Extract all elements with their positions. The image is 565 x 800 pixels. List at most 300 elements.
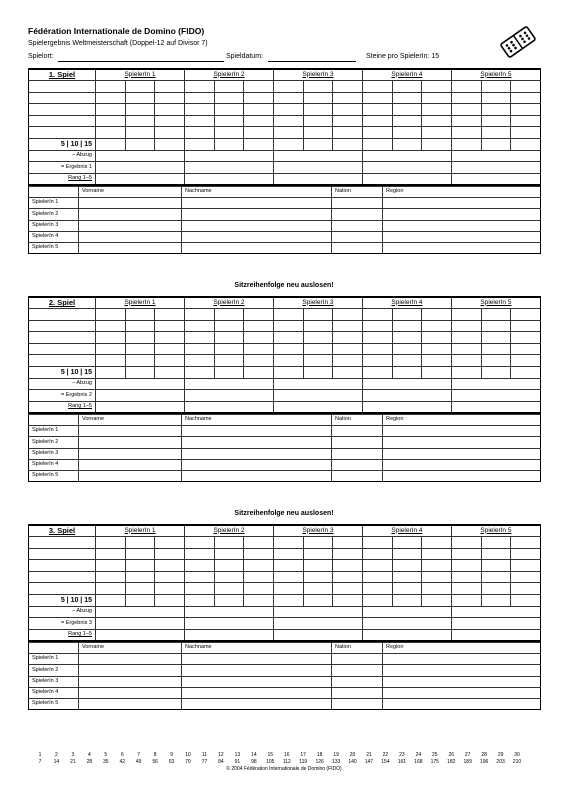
deduction-row-cell[interactable]: [273, 606, 362, 618]
score-cell[interactable]: [362, 320, 392, 332]
score-cell[interactable]: [96, 343, 126, 355]
score-cell[interactable]: [273, 332, 303, 344]
deduction-row-cell[interactable]: [362, 606, 451, 618]
score-cell[interactable]: [214, 560, 244, 572]
score-cell[interactable]: [244, 127, 274, 139]
score-cell[interactable]: [184, 343, 214, 355]
region-field[interactable]: [383, 198, 541, 209]
region-field[interactable]: [383, 687, 541, 698]
score-cell[interactable]: [333, 537, 363, 549]
score-cell[interactable]: [125, 104, 155, 116]
rank-row-cell[interactable]: [184, 629, 273, 641]
region-field[interactable]: [383, 209, 541, 220]
score-cell[interactable]: [244, 537, 274, 549]
score-cell[interactable]: [155, 537, 185, 549]
score-cell[interactable]: [244, 332, 274, 344]
score-cell[interactable]: [273, 367, 303, 379]
score-cell[interactable]: [511, 343, 541, 355]
region-field[interactable]: [383, 437, 541, 448]
score-cell[interactable]: [303, 367, 333, 379]
score-cell[interactable]: [422, 560, 452, 572]
score-cell[interactable]: [96, 127, 126, 139]
region-field[interactable]: [383, 654, 541, 665]
first-name-field[interactable]: [79, 426, 182, 437]
score-cell[interactable]: [392, 92, 422, 104]
score-cell[interactable]: [333, 127, 363, 139]
score-cell[interactable]: [184, 367, 214, 379]
score-cell[interactable]: [303, 595, 333, 607]
score-cell[interactable]: [184, 548, 214, 560]
score-cell[interactable]: [422, 548, 452, 560]
result-row-cell[interactable]: [273, 162, 362, 174]
score-cell[interactable]: [184, 81, 214, 93]
score-cell[interactable]: [422, 115, 452, 127]
score-cell[interactable]: [244, 104, 274, 116]
score-cell[interactable]: [303, 537, 333, 549]
score-cell[interactable]: [303, 92, 333, 104]
score-cell[interactable]: [511, 583, 541, 595]
region-field[interactable]: [383, 698, 541, 709]
score-cell[interactable]: [333, 332, 363, 344]
last-name-field[interactable]: [182, 209, 332, 220]
region-field[interactable]: [383, 220, 541, 231]
score-cell[interactable]: [303, 583, 333, 595]
score-cell[interactable]: [422, 332, 452, 344]
score-cell[interactable]: [155, 367, 185, 379]
deduction-row-cell[interactable]: [362, 378, 451, 390]
score-cell[interactable]: [214, 92, 244, 104]
result-row-cell[interactable]: [362, 390, 451, 402]
score-cell[interactable]: [481, 537, 511, 549]
nation-field[interactable]: [332, 665, 383, 676]
score-cell[interactable]: [481, 560, 511, 572]
result-row-cell[interactable]: [96, 618, 185, 630]
score-cell[interactable]: [451, 104, 481, 116]
score-cell[interactable]: [244, 548, 274, 560]
score-cell[interactable]: [125, 92, 155, 104]
deduction-row-cell[interactable]: [184, 378, 273, 390]
nation-field[interactable]: [332, 209, 383, 220]
region-field[interactable]: [383, 459, 541, 470]
score-cell[interactable]: [303, 343, 333, 355]
score-cell[interactable]: [333, 548, 363, 560]
score-cell[interactable]: [511, 309, 541, 321]
nation-field[interactable]: [332, 437, 383, 448]
score-cell[interactable]: [392, 332, 422, 344]
score-cell[interactable]: [155, 115, 185, 127]
score-cell[interactable]: [392, 367, 422, 379]
nation-field[interactable]: [332, 698, 383, 709]
score-cell[interactable]: [362, 583, 392, 595]
score-cell[interactable]: [333, 104, 363, 116]
score-cell[interactable]: [451, 571, 481, 583]
nation-field[interactable]: [332, 459, 383, 470]
result-row-cell[interactable]: [273, 390, 362, 402]
score-cell[interactable]: [362, 127, 392, 139]
score-cell[interactable]: [481, 343, 511, 355]
score-cell[interactable]: [214, 320, 244, 332]
rank-row-cell[interactable]: [96, 173, 185, 185]
score-cell[interactable]: [184, 309, 214, 321]
score-cell[interactable]: [244, 583, 274, 595]
region-field[interactable]: [383, 426, 541, 437]
score-cell[interactable]: [303, 127, 333, 139]
score-cell[interactable]: [125, 367, 155, 379]
score-cell[interactable]: [362, 595, 392, 607]
score-cell[interactable]: [244, 115, 274, 127]
score-cell[interactable]: [392, 537, 422, 549]
score-cell[interactable]: [481, 583, 511, 595]
score-cell[interactable]: [362, 537, 392, 549]
score-cell[interactable]: [273, 127, 303, 139]
score-cell[interactable]: [155, 81, 185, 93]
score-cell[interactable]: [451, 560, 481, 572]
score-cell[interactable]: [422, 355, 452, 367]
score-cell[interactable]: [333, 355, 363, 367]
score-cell[interactable]: [481, 355, 511, 367]
result-row-cell[interactable]: [362, 162, 451, 174]
score-cell[interactable]: [392, 571, 422, 583]
rank-row-cell[interactable]: [96, 401, 185, 413]
score-cell[interactable]: [214, 571, 244, 583]
score-cell[interactable]: [125, 548, 155, 560]
last-name-field[interactable]: [182, 687, 332, 698]
score-cell[interactable]: [155, 548, 185, 560]
score-cell[interactable]: [392, 104, 422, 116]
score-cell[interactable]: [96, 320, 126, 332]
deduction-row-cell[interactable]: [451, 378, 540, 390]
score-cell[interactable]: [422, 571, 452, 583]
score-cell[interactable]: [392, 309, 422, 321]
score-cell[interactable]: [125, 115, 155, 127]
deduction-row-cell[interactable]: [96, 150, 185, 162]
score-cell[interactable]: [155, 332, 185, 344]
score-cell[interactable]: [214, 548, 244, 560]
score-cell[interactable]: [451, 583, 481, 595]
score-cell[interactable]: [362, 343, 392, 355]
score-cell[interactable]: [125, 139, 155, 151]
region-field[interactable]: [383, 448, 541, 459]
score-cell[interactable]: [244, 320, 274, 332]
score-cell[interactable]: [125, 560, 155, 572]
score-cell[interactable]: [273, 595, 303, 607]
score-cell[interactable]: [422, 595, 452, 607]
score-cell[interactable]: [184, 332, 214, 344]
score-cell[interactable]: [422, 81, 452, 93]
score-cell[interactable]: [125, 355, 155, 367]
score-cell[interactable]: [511, 548, 541, 560]
score-cell[interactable]: [303, 320, 333, 332]
score-cell[interactable]: [392, 560, 422, 572]
score-cell[interactable]: [303, 309, 333, 321]
score-cell[interactable]: [273, 320, 303, 332]
score-cell[interactable]: [362, 104, 392, 116]
region-field[interactable]: [383, 231, 541, 242]
score-cell[interactable]: [273, 115, 303, 127]
score-cell[interactable]: [511, 81, 541, 93]
last-name-field[interactable]: [182, 470, 332, 481]
score-cell[interactable]: [481, 595, 511, 607]
score-cell[interactable]: [214, 343, 244, 355]
score-cell[interactable]: [96, 355, 126, 367]
score-cell[interactable]: [422, 104, 452, 116]
score-cell[interactable]: [511, 560, 541, 572]
first-name-field[interactable]: [79, 242, 182, 253]
score-cell[interactable]: [392, 548, 422, 560]
score-cell[interactable]: [333, 115, 363, 127]
deduction-row-cell[interactable]: [451, 150, 540, 162]
score-cell[interactable]: [214, 81, 244, 93]
score-cell[interactable]: [273, 92, 303, 104]
score-cell[interactable]: [184, 571, 214, 583]
score-cell[interactable]: [422, 537, 452, 549]
deduction-row-cell[interactable]: [184, 150, 273, 162]
score-cell[interactable]: [155, 309, 185, 321]
score-cell[interactable]: [214, 139, 244, 151]
deduction-row-cell[interactable]: [273, 378, 362, 390]
score-cell[interactable]: [125, 127, 155, 139]
rank-row-cell[interactable]: [273, 173, 362, 185]
nation-field[interactable]: [332, 242, 383, 253]
last-name-field[interactable]: [182, 437, 332, 448]
last-name-field[interactable]: [182, 426, 332, 437]
score-cell[interactable]: [96, 367, 126, 379]
score-cell[interactable]: [333, 309, 363, 321]
score-cell[interactable]: [362, 332, 392, 344]
first-name-field[interactable]: [79, 220, 182, 231]
first-name-field[interactable]: [79, 676, 182, 687]
score-cell[interactable]: [273, 548, 303, 560]
score-cell[interactable]: [303, 139, 333, 151]
score-cell[interactable]: [511, 320, 541, 332]
score-cell[interactable]: [481, 332, 511, 344]
score-cell[interactable]: [214, 332, 244, 344]
score-cell[interactable]: [214, 367, 244, 379]
score-cell[interactable]: [125, 332, 155, 344]
score-cell[interactable]: [244, 92, 274, 104]
score-cell[interactable]: [451, 355, 481, 367]
rank-row-cell[interactable]: [273, 401, 362, 413]
region-field[interactable]: [383, 676, 541, 687]
result-row-cell[interactable]: [362, 618, 451, 630]
score-cell[interactable]: [481, 127, 511, 139]
score-cell[interactable]: [214, 127, 244, 139]
score-cell[interactable]: [273, 104, 303, 116]
last-name-field[interactable]: [182, 242, 332, 253]
score-cell[interactable]: [481, 309, 511, 321]
score-cell[interactable]: [481, 104, 511, 116]
score-cell[interactable]: [214, 537, 244, 549]
score-cell[interactable]: [451, 139, 481, 151]
score-cell[interactable]: [451, 343, 481, 355]
score-cell[interactable]: [362, 367, 392, 379]
score-cell[interactable]: [511, 332, 541, 344]
score-cell[interactable]: [303, 548, 333, 560]
score-cell[interactable]: [511, 115, 541, 127]
rank-row-cell[interactable]: [362, 629, 451, 641]
score-cell[interactable]: [303, 332, 333, 344]
score-cell[interactable]: [481, 367, 511, 379]
score-cell[interactable]: [511, 92, 541, 104]
rank-row-cell[interactable]: [451, 629, 540, 641]
nation-field[interactable]: [332, 687, 383, 698]
nation-field[interactable]: [332, 426, 383, 437]
rank-row-cell[interactable]: [451, 401, 540, 413]
first-name-field[interactable]: [79, 459, 182, 470]
score-cell[interactable]: [362, 548, 392, 560]
score-cell[interactable]: [125, 320, 155, 332]
score-cell[interactable]: [273, 355, 303, 367]
score-cell[interactable]: [481, 139, 511, 151]
score-cell[interactable]: [155, 595, 185, 607]
score-cell[interactable]: [155, 571, 185, 583]
rank-row-cell[interactable]: [362, 173, 451, 185]
score-cell[interactable]: [273, 560, 303, 572]
result-row-cell[interactable]: [184, 618, 273, 630]
deduction-row-cell[interactable]: [451, 606, 540, 618]
score-cell[interactable]: [422, 92, 452, 104]
score-cell[interactable]: [511, 127, 541, 139]
score-cell[interactable]: [155, 127, 185, 139]
score-cell[interactable]: [481, 92, 511, 104]
score-cell[interactable]: [96, 332, 126, 344]
score-cell[interactable]: [422, 343, 452, 355]
score-cell[interactable]: [333, 571, 363, 583]
score-cell[interactable]: [422, 320, 452, 332]
score-cell[interactable]: [422, 367, 452, 379]
first-name-field[interactable]: [79, 470, 182, 481]
score-cell[interactable]: [511, 571, 541, 583]
score-cell[interactable]: [481, 548, 511, 560]
first-name-field[interactable]: [79, 209, 182, 220]
first-name-field[interactable]: [79, 448, 182, 459]
score-cell[interactable]: [244, 309, 274, 321]
score-cell[interactable]: [214, 583, 244, 595]
nation-field[interactable]: [332, 198, 383, 209]
score-cell[interactable]: [96, 139, 126, 151]
score-cell[interactable]: [96, 583, 126, 595]
rank-row-cell[interactable]: [362, 401, 451, 413]
first-name-field[interactable]: [79, 654, 182, 665]
score-cell[interactable]: [244, 355, 274, 367]
score-cell[interactable]: [481, 571, 511, 583]
score-cell[interactable]: [155, 560, 185, 572]
rank-row-cell[interactable]: [184, 401, 273, 413]
score-cell[interactable]: [214, 595, 244, 607]
result-row-cell[interactable]: [96, 162, 185, 174]
score-cell[interactable]: [481, 115, 511, 127]
last-name-field[interactable]: [182, 676, 332, 687]
rank-row-cell[interactable]: [451, 173, 540, 185]
deduction-row-cell[interactable]: [96, 606, 185, 618]
score-cell[interactable]: [155, 104, 185, 116]
score-cell[interactable]: [303, 571, 333, 583]
score-cell[interactable]: [184, 92, 214, 104]
first-name-field[interactable]: [79, 687, 182, 698]
score-cell[interactable]: [214, 309, 244, 321]
score-cell[interactable]: [451, 127, 481, 139]
score-cell[interactable]: [333, 92, 363, 104]
result-row-cell[interactable]: [273, 618, 362, 630]
last-name-field[interactable]: [182, 231, 332, 242]
deduction-row-cell[interactable]: [184, 606, 273, 618]
first-name-field[interactable]: [79, 231, 182, 242]
score-cell[interactable]: [451, 595, 481, 607]
score-cell[interactable]: [155, 92, 185, 104]
last-name-field[interactable]: [182, 220, 332, 231]
region-field[interactable]: [383, 242, 541, 253]
score-cell[interactable]: [362, 92, 392, 104]
score-cell[interactable]: [362, 355, 392, 367]
score-cell[interactable]: [422, 583, 452, 595]
score-cell[interactable]: [392, 595, 422, 607]
score-cell[interactable]: [303, 560, 333, 572]
score-cell[interactable]: [362, 571, 392, 583]
score-cell[interactable]: [184, 560, 214, 572]
score-cell[interactable]: [303, 81, 333, 93]
score-cell[interactable]: [303, 115, 333, 127]
score-cell[interactable]: [184, 320, 214, 332]
score-cell[interactable]: [184, 104, 214, 116]
score-cell[interactable]: [422, 127, 452, 139]
score-cell[interactable]: [184, 355, 214, 367]
score-cell[interactable]: [155, 343, 185, 355]
score-cell[interactable]: [125, 583, 155, 595]
score-cell[interactable]: [273, 343, 303, 355]
score-cell[interactable]: [511, 139, 541, 151]
score-cell[interactable]: [362, 81, 392, 93]
score-cell[interactable]: [125, 595, 155, 607]
first-name-field[interactable]: [79, 437, 182, 448]
score-cell[interactable]: [451, 115, 481, 127]
score-cell[interactable]: [214, 355, 244, 367]
result-row-cell[interactable]: [451, 618, 540, 630]
result-row-cell[interactable]: [96, 390, 185, 402]
score-cell[interactable]: [273, 309, 303, 321]
score-cell[interactable]: [333, 595, 363, 607]
score-cell[interactable]: [451, 537, 481, 549]
score-cell[interactable]: [362, 139, 392, 151]
score-cell[interactable]: [244, 560, 274, 572]
score-cell[interactable]: [96, 571, 126, 583]
result-row-cell[interactable]: [184, 390, 273, 402]
score-cell[interactable]: [422, 309, 452, 321]
score-cell[interactable]: [184, 127, 214, 139]
location-field[interactable]: [58, 61, 224, 62]
last-name-field[interactable]: [182, 198, 332, 209]
score-cell[interactable]: [392, 355, 422, 367]
last-name-field[interactable]: [182, 665, 332, 676]
last-name-field[interactable]: [182, 459, 332, 470]
score-cell[interactable]: [96, 548, 126, 560]
score-cell[interactable]: [392, 343, 422, 355]
first-name-field[interactable]: [79, 698, 182, 709]
score-cell[interactable]: [481, 81, 511, 93]
score-cell[interactable]: [333, 367, 363, 379]
score-cell[interactable]: [184, 583, 214, 595]
last-name-field[interactable]: [182, 448, 332, 459]
nation-field[interactable]: [332, 220, 383, 231]
score-cell[interactable]: [125, 537, 155, 549]
score-cell[interactable]: [273, 571, 303, 583]
score-cell[interactable]: [155, 583, 185, 595]
score-cell[interactable]: [511, 104, 541, 116]
rank-row-cell[interactable]: [184, 173, 273, 185]
score-cell[interactable]: [125, 343, 155, 355]
score-cell[interactable]: [511, 367, 541, 379]
score-cell[interactable]: [362, 560, 392, 572]
score-cell[interactable]: [244, 571, 274, 583]
